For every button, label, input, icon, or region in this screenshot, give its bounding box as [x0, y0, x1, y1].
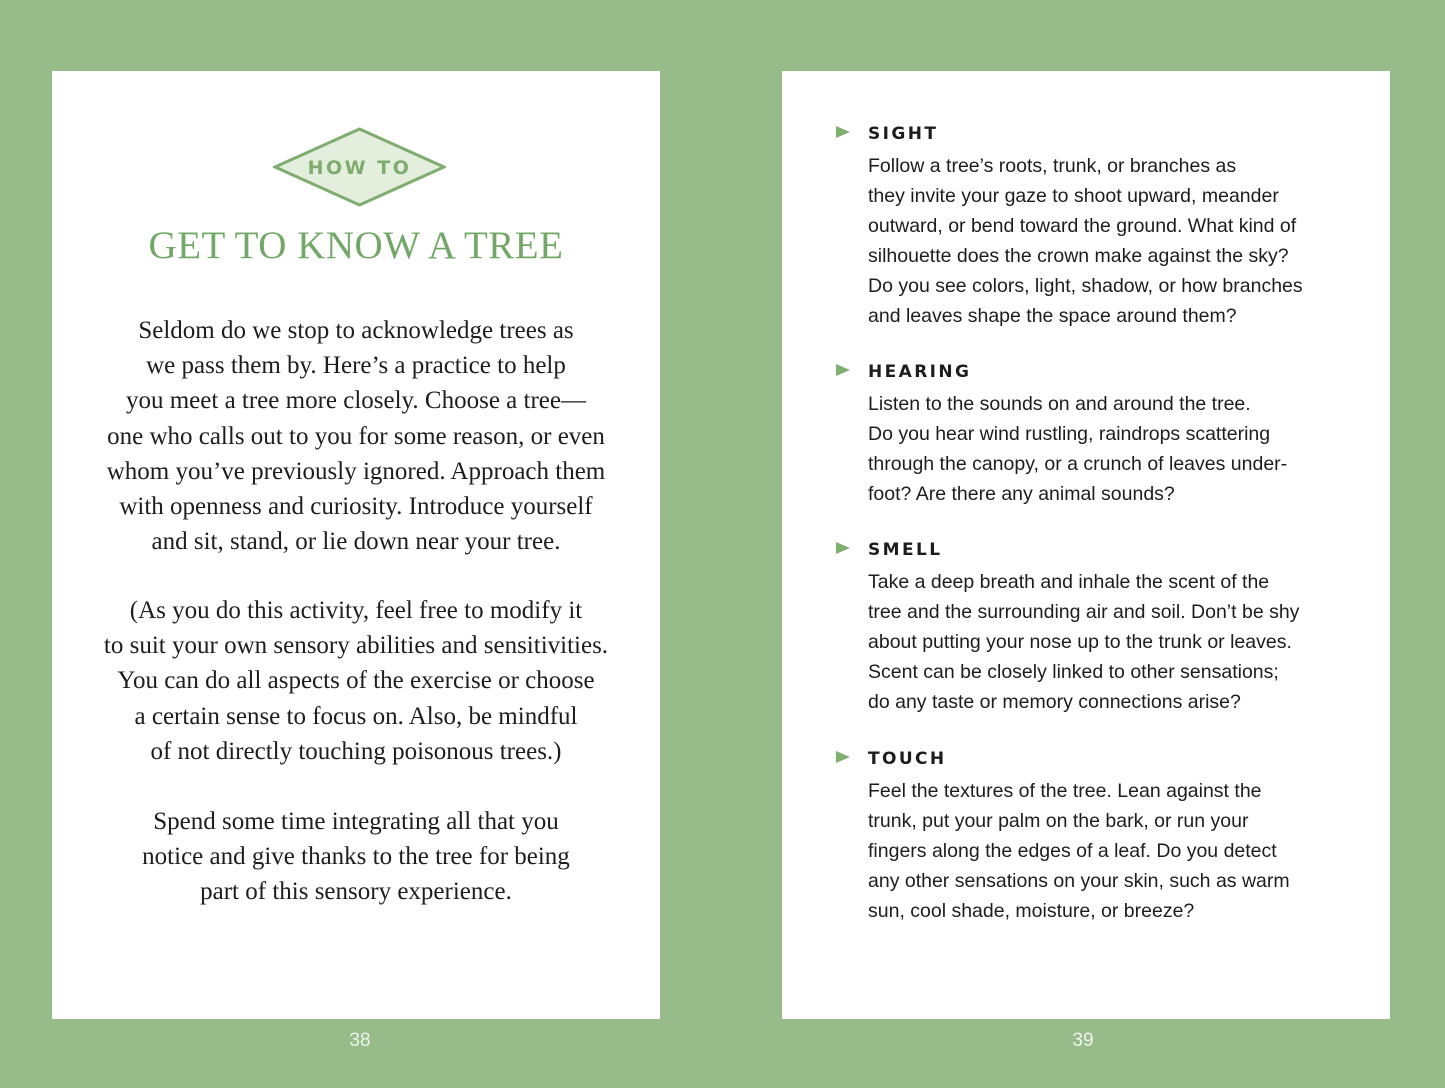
right-page — [782, 71, 1390, 1019]
page-number-right: 39 — [1072, 1030, 1094, 1051]
text-line: of not directly touching poisonous trees.) — [150, 737, 562, 765]
section-sight — [836, 121, 1356, 332]
text-line: a certain sense to focus on. Also, be mindful — [134, 702, 578, 730]
text-line: Spend some time integrating all that you — [153, 808, 559, 835]
text-line: fingers along the edges of a leaf. Do you detect — [868, 840, 1277, 863]
triangle-bullet-icon — [836, 751, 850, 763]
triangle-bullet-icon — [836, 542, 850, 554]
text-line: foot? Are there any animal sounds? — [868, 483, 1175, 506]
text-line: Feel the textures of the tree. Lean against the — [868, 780, 1262, 802]
text-line: Follow a tree’s roots, trunk, or branches as — [868, 155, 1237, 177]
text-line: to suit your own sensory abilities and sensitivities. — [103, 632, 609, 660]
section-body — [868, 389, 1356, 509]
text-line: whom you’ve previously ignored. Approach them — [106, 457, 606, 485]
section-heading: HEARING — [868, 362, 972, 382]
page-title: GET TO KNOW A TREE — [148, 224, 564, 267]
text-line: notice and give thanks to the tree for being — [142, 843, 570, 871]
text-line: part of this sensory experience. — [200, 878, 512, 906]
text-line: silhouette does the crown make against the sky? — [868, 245, 1289, 268]
text-line: outward, or bend toward the ground. What kind of — [868, 215, 1297, 238]
text-line: Seldom do we stop to acknowledge trees as — [138, 317, 574, 344]
note-paragraph — [86, 593, 626, 769]
section-body — [868, 567, 1356, 717]
text-line: do any taste or memory connections arise? — [868, 691, 1241, 714]
intro-paragraph — [86, 313, 626, 559]
triangle-bullet-icon — [836, 364, 850, 376]
section-smell — [836, 537, 1356, 717]
text-line: Listen to the sounds on and around the tree. — [868, 393, 1251, 415]
section-body — [868, 151, 1356, 332]
text-line: sun, cool shade, moisture, or breeze? — [868, 900, 1195, 923]
section-heading: SIGHT — [868, 124, 939, 144]
how-to-badge — [273, 127, 446, 207]
section-hearing — [836, 359, 1356, 509]
text-line: You can do all aspects of the exercise or choose — [117, 667, 595, 695]
closing-paragraph — [86, 804, 626, 910]
text-line: Do you see colors, light, shadow, or how branches — [868, 275, 1303, 298]
page-number-left: 38 — [349, 1030, 371, 1051]
text-line: with openness and curiosity. Introduce yourself — [119, 493, 593, 521]
section-body — [868, 776, 1356, 926]
text-line: we pass them by. Here’s a practice to help — [146, 352, 566, 380]
section-heading: TOUCH — [868, 749, 947, 769]
text-line: Do you hear wind rustling, raindrops scattering — [868, 423, 1271, 446]
text-line: and leaves shape the space around them? — [868, 305, 1237, 328]
text-line: they invite your gaze to shoot upward, meander — [868, 185, 1279, 208]
text-line: trunk, put your palm on the bark, or run your — [868, 810, 1249, 833]
text-line: Take a deep breath and inhale the scent of the — [868, 571, 1270, 593]
text-line: any other sensations on your skin, such as warm — [868, 870, 1290, 893]
triangle-bullet-icon — [836, 126, 850, 138]
text-line: (As you do this activity, feel free to modify it — [129, 597, 583, 624]
section-touch — [836, 746, 1356, 926]
text-line: tree and the surrounding air and soil. Don’t be shy — [868, 601, 1300, 624]
text-line: you meet a tree more closely. Choose a tree— — [125, 387, 586, 415]
text-line: through the canopy, or a crunch of leaves under- — [868, 453, 1288, 476]
text-line: about putting your nose up to the trunk or leaves. — [868, 631, 1292, 654]
text-line: one who calls out to you for some reason, or even — [107, 422, 605, 450]
text-line: Scent can be closely linked to other sensations; — [868, 661, 1279, 684]
badge-label: HOW TO — [307, 157, 412, 179]
text-line: and sit, stand, or lie down near your tree. — [151, 528, 561, 556]
left-page — [52, 71, 660, 1019]
section-heading: SMELL — [868, 540, 943, 560]
